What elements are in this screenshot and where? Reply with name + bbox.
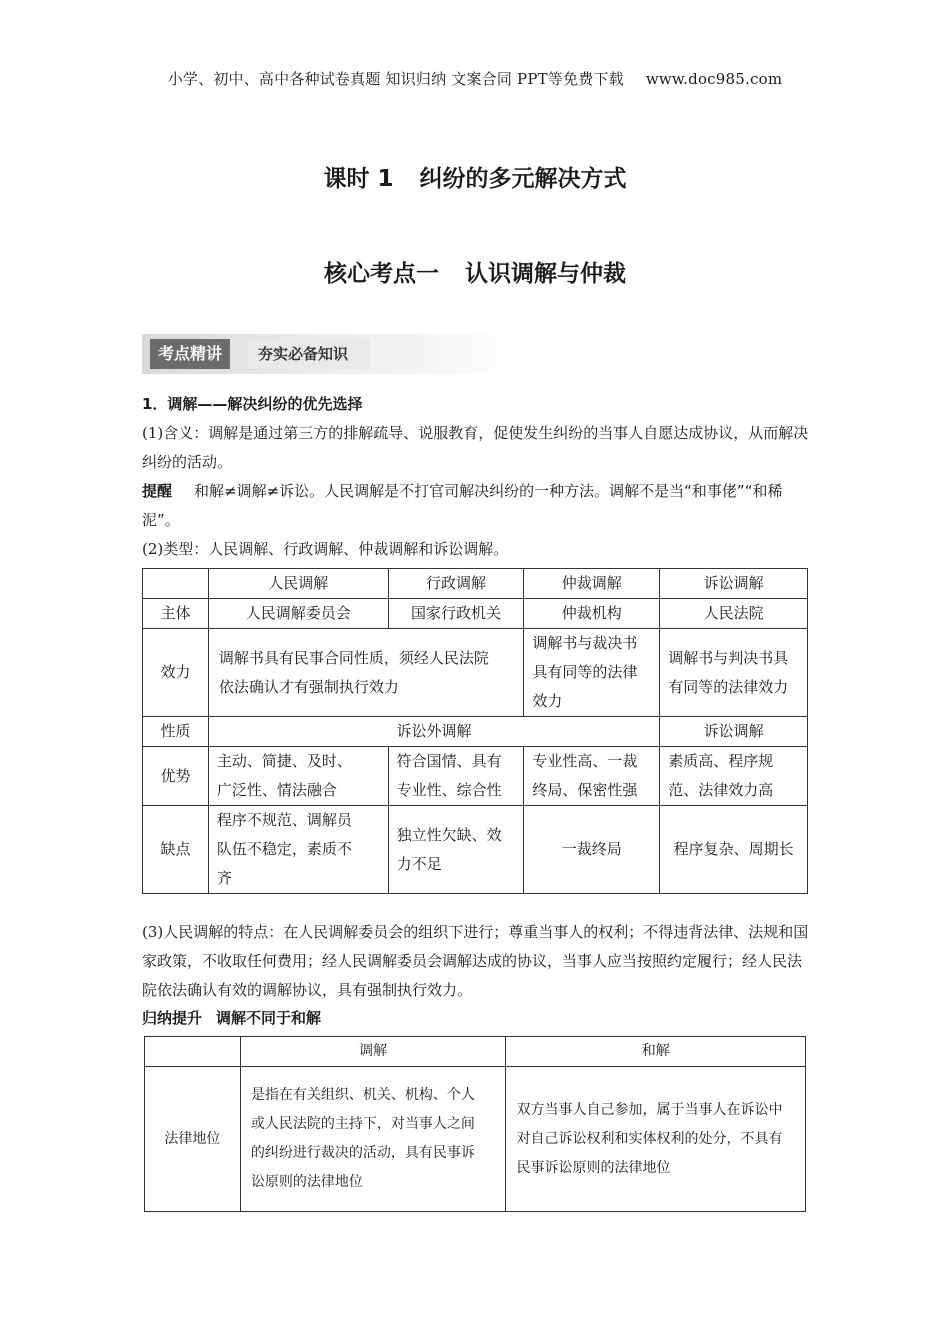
mediation-vs-settlement-table [144,1036,806,1212]
table-cell: 主动、简捷、及时、广泛性、情法融合 [208,747,388,806]
section-point: 核心考点一 [324,261,439,287]
table-cell: 素质高、程序规范、法律效力高 [660,747,808,806]
table-cell: 人民法院 [660,599,808,629]
lesson-number: 课时 1 [323,166,394,192]
tip-paragraph [142,477,812,535]
table-cell: 程序不规范、调解员队伍不稳定，素质不齐 [208,806,388,894]
table-cell: 仲裁机构 [524,599,660,629]
table-cell: 调解书与判决书具有同等的法律效力 [660,629,808,717]
table-cell: 专业性高、一裁终局、保密性强 [524,747,660,806]
section1-meaning: (1)含义：调解是通过第三方的排解疏导、说服教育，促使发生纠纷的当事人自愿达成协议，从而解决纠纷的活动。 [142,424,809,471]
table-cell: 符合国情、具有专业性、综合性 [388,747,524,806]
table-header-row [143,569,808,599]
banner-right-label: 夯实必备知识 [258,345,349,363]
table-row [143,599,808,629]
mediation-types-table [142,568,808,894]
table-header-cell [145,1037,241,1067]
table-cell: 调解书具有民事合同性质，须经人民法院依法确认才有强制执行效力 [208,629,524,717]
table-cell: 程序复杂、周期长 [660,806,808,894]
lesson-title [0,160,950,193]
header-text: 小学、初中、高中各种试卷真题 知识归纳 文案合同 PPT等免费下载 [167,70,624,88]
header-url[interactable]: www.doc985.com [645,70,783,88]
table-header-cell: 仲裁调解 [524,569,660,599]
table-header-cell [143,569,209,599]
banner-right-box [248,339,370,369]
row-label: 优势 [143,747,209,806]
row-label: 性质 [143,717,209,747]
tip-label: 提醒 [142,482,173,500]
section3-features: (3)人民调解的特点：在人民调解委员会的组织下进行；尊重当事人的权利；不得违背法律、法规和国家政策，不收取任何费用；经人民调解委员会调解达成的协议，当事人应当按照约定履行；经人民法院依法确认有效的调解协议，具有强制执行效力。 [142,923,809,999]
row-label: 法律地位 [145,1067,241,1212]
table-cell: 独立性欠缺、效力不足 [388,806,524,894]
table-header-cell: 行政调解 [388,569,524,599]
table-cell: 双方当事人自己参加，属于当事人在诉讼中对自己诉讼权利和实体权利的处分，不具有民事诉讼原则的法律地位 [506,1067,806,1212]
section1-types: (2)类型：人民调解、行政调解、仲裁调解和诉讼调解。 [142,540,509,558]
table-header-row [145,1037,806,1067]
section-name: 认识调解与仲裁 [465,261,626,287]
summary-label: 归纳提升 [142,1009,203,1027]
table-cell: 诉讼调解 [660,717,808,747]
page-header [0,68,950,89]
table-cell: 人民调解委员会 [208,599,388,629]
table-cell: 是指在有关组织、机关、机构、个人或人民法院的主持下，对当事人之间的纠纷进行裁决的活动，具有民事诉讼原则的法律地位 [240,1067,506,1212]
row-label: 缺点 [143,806,209,894]
summary-heading [142,1004,812,1033]
table-row [145,1067,806,1212]
tip-text: 和解≠调解≠诉讼。人民调解是不打官司解决纠纷的一种方法。调解不是当“和事佬”“和稀泥”。 [142,482,783,529]
table-row [143,717,808,747]
summary-text: 调解不同于和解 [216,1009,322,1027]
table-cell: 调解书与裁决书具有同等的法律效力 [524,629,660,717]
table-cell: 一裁终局 [524,806,660,894]
lesson-name: 纠纷的多元解决方式 [419,166,627,192]
table-row [143,629,808,717]
table-cell: 国家行政机关 [388,599,524,629]
section-title [0,255,950,288]
banner-left-label: 考点精讲 [150,339,230,369]
table-row [143,806,808,894]
table-row [143,747,808,806]
table-header-cell: 人民调解 [208,569,388,599]
table-header-cell: 调解 [240,1037,506,1067]
table-header-cell: 诉讼调解 [660,569,808,599]
table-header-cell: 和解 [506,1037,806,1067]
row-label: 效力 [143,629,209,717]
section1-heading: 1．调解——解决纠纷的优先选择 [142,395,363,413]
row-label: 主体 [143,599,209,629]
table-cell: 诉讼外调解 [208,717,659,747]
